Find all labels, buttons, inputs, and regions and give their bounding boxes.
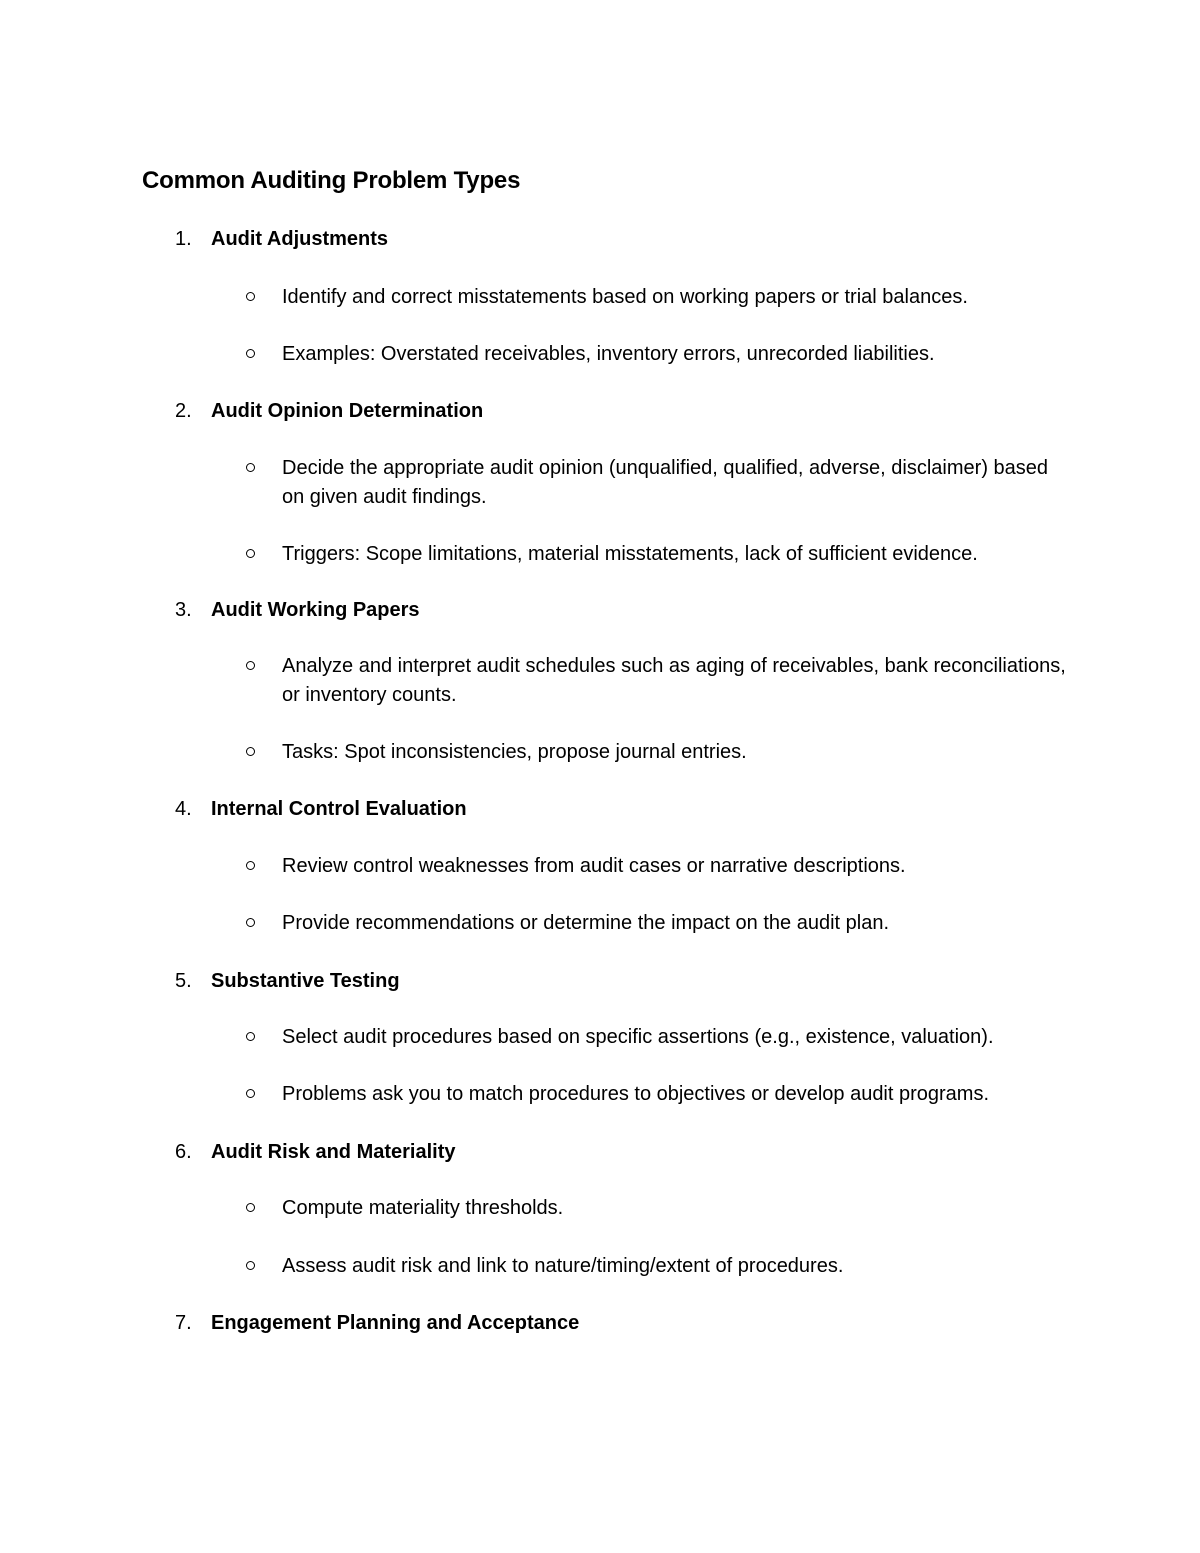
section-title: Audit Opinion Determination — [211, 400, 484, 422]
list-item — [246, 1023, 1076, 1052]
hollow-circle-bullet-icon — [246, 292, 255, 301]
hollow-circle-bullet-icon — [246, 661, 255, 670]
section-heading — [175, 226, 388, 252]
document-title: Common Auditing Problem Types — [142, 167, 521, 194]
hollow-circle-bullet-icon — [246, 1032, 255, 1041]
list-item-text: Analyze and interpret audit schedules such as aging of receivables, bank reconciliations, or inventory counts. — [282, 655, 1066, 706]
hollow-circle-bullet-icon — [246, 1203, 255, 1212]
list-item — [246, 738, 1076, 767]
list-item — [246, 1252, 1076, 1281]
section-heading — [175, 968, 400, 994]
list-item — [246, 1194, 1076, 1223]
hollow-circle-bullet-icon — [246, 349, 255, 358]
section-title: Audit Adjustments — [211, 228, 389, 250]
section-title: Audit Working Papers — [211, 599, 420, 621]
hollow-circle-bullet-icon — [246, 747, 255, 756]
list-item — [246, 540, 1076, 569]
hollow-circle-bullet-icon — [246, 861, 255, 870]
list-item-text: Provide recommendations or determine the impact on the audit plan. — [282, 912, 890, 934]
list-item-text: Select audit procedures based on specific assertions (e.g., existence, valuation). — [282, 1026, 994, 1048]
hollow-circle-bullet-icon — [246, 549, 255, 558]
section-number: 4. — [175, 798, 192, 820]
list-item-text: Review control weaknesses from audit cases or narrative descriptions. — [282, 855, 906, 877]
list-item-text: Triggers: Scope limitations, material misstatements, lack of sufficient evidence. — [282, 543, 978, 565]
section-heading — [175, 398, 483, 424]
section-heading — [175, 1310, 579, 1336]
list-item — [246, 652, 1076, 710]
hollow-circle-bullet-icon — [246, 918, 255, 927]
hollow-circle-bullet-icon — [246, 1089, 255, 1098]
section-heading — [175, 597, 420, 623]
hollow-circle-bullet-icon — [246, 463, 255, 472]
list-item — [246, 909, 1076, 938]
hollow-circle-bullet-icon — [246, 1261, 255, 1270]
list-item — [246, 283, 1076, 312]
list-item-text: Identify and correct misstatements based on working papers or trial balances. — [282, 286, 968, 308]
section-number: 3. — [175, 599, 192, 621]
section-number: 7. — [175, 1312, 192, 1334]
list-item — [246, 852, 1076, 881]
list-item-text: Examples: Overstated receivables, inventory errors, unrecorded liabilities. — [282, 343, 935, 365]
section-title: Internal Control Evaluation — [211, 798, 467, 820]
list-item — [246, 454, 1076, 512]
list-item-text: Problems ask you to match procedures to objectives or develop audit programs. — [282, 1083, 990, 1105]
section-title: Audit Risk and Materiality — [211, 1141, 456, 1163]
section-title: Substantive Testing — [211, 970, 400, 992]
list-item-text: Tasks: Spot inconsistencies, propose journal entries. — [282, 741, 747, 763]
list-item — [246, 1080, 1076, 1109]
section-number: 2. — [175, 400, 192, 422]
section-number: 6. — [175, 1141, 192, 1163]
section-heading — [175, 796, 467, 822]
list-item-text: Compute materiality thresholds. — [282, 1197, 564, 1219]
list-item — [246, 340, 1076, 369]
section-title: Engagement Planning and Acceptance — [211, 1312, 580, 1334]
section-number: 5. — [175, 970, 192, 992]
list-item-text: Decide the appropriate audit opinion (unqualified, qualified, adverse, disclaimer) based on given audit findings. — [282, 457, 1049, 508]
section-number: 1. — [175, 228, 192, 250]
section-heading — [175, 1139, 456, 1165]
list-item-text: Assess audit risk and link to nature/timing/extent of procedures. — [282, 1255, 844, 1277]
